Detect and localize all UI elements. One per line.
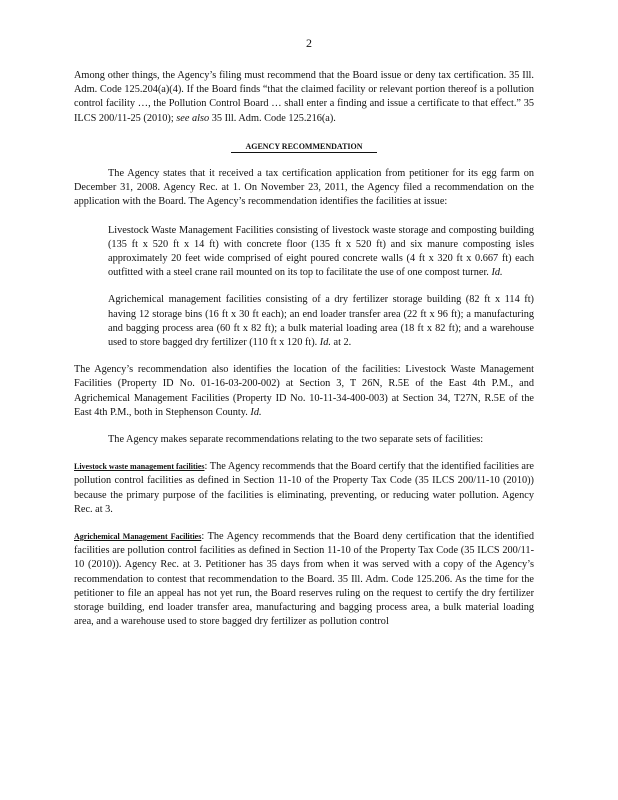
agrichemical-quote-text: Agrichemical management facilities consisting of a dry fertilizer storage building (82 ft x 114 ft) having 12 storage bins (16 ft x 30 ft each); an end loader transfer area (22 ft x 96 ft); a manufacturing and bagging process area (60 ft x 82 ft); a bulk material loading area (18 ft x 82 ft); and a warehouse used to store bagged dry fertilizer (110 ft x 120 ft). <box>108 294 534 349</box>
document-body <box>74 69 534 630</box>
section-heading: AGENCY RECOMMENDATION <box>74 140 534 154</box>
intro-citation: 35 Ill. Adm. Code 125.216(a). <box>209 112 336 124</box>
agrichemical-recommendation-text: : The Agency recommends that the Board deny certification that the identified facilities are pollution control facilities as defined in Section 11-10 of the Property Tax Code (35 ILCS 200/11-10 (2010)). Agency Rec. at 3. Petitioner has 35 days from when it was served with a copy of the Agency’s recommendation to contest that recommendation to the Board. 35 Ill. Adm. Code 125.206. As the time for the petitioner to file an appeal has not yet run, the Board reserves ruling on the request to certify the dry fertilizer storage building, end loader transfer area, manufacturing and bagging process area, a bulk material loading area, and a warehouse used to store bagged dry fertilizer as pollution control <box>74 531 535 628</box>
livestock-recommendation-paragraph <box>74 460 534 517</box>
livestock-label: Livestock waste management facilities <box>74 462 205 472</box>
separate-recommendations-paragraph: The Agency makes separate recommendations relating to the two separate sets of facilities: <box>108 434 484 446</box>
id-citation: Id. <box>250 406 262 418</box>
intro-paragraph <box>74 69 534 126</box>
see-also-signal: see also <box>176 112 210 124</box>
id-citation: Id. <box>491 267 503 279</box>
location-paragraph <box>74 363 534 420</box>
agrichemical-label: Agrichemical Management Facilities <box>74 532 202 542</box>
agrichemical-facilities-quote <box>108 293 534 350</box>
intro-text: Among other things, the Agency’s filing must recommend that the Board issue or deny tax certification. 35 Ill. Adm. Code 125.204(a)(4). If the Board finds “that the claimed facility or relevant portion thereof is a pollution control facility …, the Pollution Control Board … shall enter a finding and issue a certificate to that effect.” 35 ILCS 200/11-25 (2010); <box>74 70 534 124</box>
livestock-recommendation-text: : The Agency recommends that the Board certify that the identified facilities are pollution control facilities as defined in Section 11-10 of the Property Tax Code (35 ILCS 200/11-10 (2010)) because the primary purpose of the facilities is eliminating, preventing, or reducing water pollution. Agency Rec. at 3. <box>74 461 534 515</box>
livestock-facilities-quote <box>108 224 534 281</box>
livestock-quote-text: Livestock Waste Management Facilities consisting of livestock waste storage and composting building (135 ft x 520 ft x 14 ft) with concrete floor (135 ft x 520 ft) and six manure composting isles approximately 20 feet wide comprised of eight poured concrete walls (4 ft x 320 ft x 0.667 ft) each outfitted with a steel crane rail mounted on its top to facilitate the use of one compost turner. <box>108 224 534 279</box>
location-text: The Agency’s recommendation also identifies the location of the facilities: Livestock Waste Management Facilities (Property ID No. 01-16-03-200-002) at Section 3, T 26N, R.5E of the East 4th P.M., and Agrichemical Management Facilities (Property ID No. 10-11-34-400-003) at Section 34, T27N, R.5E of the East 4th P.M., both in Stephenson County. <box>74 364 534 418</box>
id-citation: Id. <box>319 337 331 349</box>
id-pin-cite: at 2. <box>330 337 352 349</box>
page-number: 2 <box>306 36 312 50</box>
agency-statement-paragraph: The Agency states that it received a tax certification application from petitioner for its egg farm on December 31, 2008. Agency Rec. at 1. On November 23, 2011, the Agency filed a recommendation on the application with the Board. The Agency’s recommendation identifies the facilities at issue: <box>74 168 534 208</box>
agrichemical-recommendation-paragraph <box>74 530 534 629</box>
